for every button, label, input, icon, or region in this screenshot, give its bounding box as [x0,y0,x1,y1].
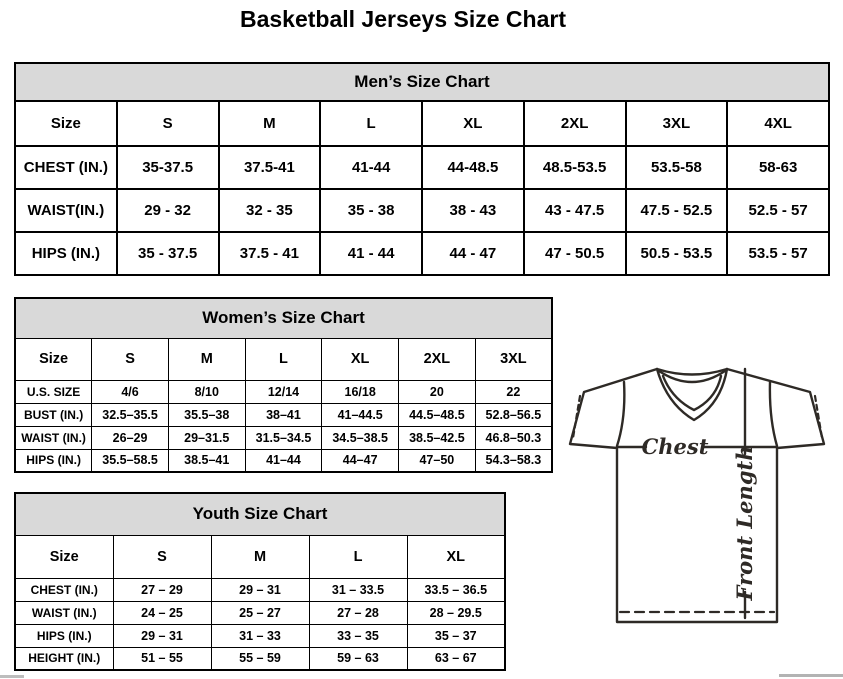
women-column-header: 3XL [475,338,552,380]
women-band-row [15,298,552,338]
jersey-outline-drawing [563,366,833,628]
women-row-label: U.S. SIZE [15,380,92,403]
men-row-label: HIPS (IN.) [15,232,117,275]
men-value-cell: 53.5-58 [626,146,728,189]
youth-measurement-row [15,578,505,601]
women-value-cell: 12/14 [245,380,322,403]
men-value-cell: 52.5 - 57 [727,189,829,232]
women-value-cell: 41–44.5 [322,403,399,426]
women-value-cell: 16/18 [322,380,399,403]
men-value-cell: 41-44 [320,146,422,189]
youth-chart-title: Youth Size Chart [15,493,505,535]
women-value-cell: 32.5–35.5 [92,403,169,426]
women-value-cell: 41–44 [245,449,322,472]
women-size-header-row [15,338,552,380]
women-row-label: BUST (IN.) [15,403,92,426]
men-column-header: 3XL [626,101,728,146]
men-column-header: XL [422,101,524,146]
men-band-row [15,63,829,101]
men-value-cell: 35 - 37.5 [117,232,219,275]
youth-column-header: S [113,535,211,578]
men-chart-title: Men’s Size Chart [15,63,829,101]
women-value-cell: 38–41 [245,403,322,426]
men-row-label: CHEST (IN.) [15,146,117,189]
women-row-label: WAIST (IN.) [15,426,92,449]
men-value-cell: 29 - 32 [117,189,219,232]
jersey-collar-back-arc-1 [657,369,727,375]
women-value-cell: 35.5–38 [168,403,245,426]
youth-value-cell: 31 – 33 [211,624,309,647]
men-value-cell: 53.5 - 57 [727,232,829,275]
youth-row-label: HEIGHT (IN.) [15,647,113,670]
youth-column-header: Size [15,535,113,578]
youth-value-cell: 35 – 37 [407,624,505,647]
men-column-header: 2XL [524,101,626,146]
youth-value-cell: 55 – 59 [211,647,309,670]
cropped-element-fragment-right [779,674,843,677]
chest-label: Chest [641,434,709,459]
men-value-cell: 47.5 - 52.5 [626,189,728,232]
women-value-cell: 31.5–34.5 [245,426,322,449]
men-column-header: S [117,101,219,146]
women-row-label: HIPS (IN.) [15,449,92,472]
men-value-cell: 47 - 50.5 [524,232,626,275]
youth-measurement-row [15,624,505,647]
men-measurement-row [15,232,829,275]
men-measurement-row [15,189,829,232]
youth-row-label: CHEST (IN.) [15,578,113,601]
cropped-element-fragment-left [0,675,24,678]
women-column-header: L [245,338,322,380]
men-value-cell: 37.5 - 41 [219,232,321,275]
men-value-cell: 44-48.5 [422,146,524,189]
youth-value-cell: 28 – 29.5 [407,601,505,624]
women-value-cell: 29–31.5 [168,426,245,449]
women-column-header: Size [15,338,92,380]
women-measurement-row [15,449,552,472]
women-value-cell: 54.3–58.3 [475,449,552,472]
youth-value-cell: 29 – 31 [113,624,211,647]
youth-column-header: M [211,535,309,578]
men-value-cell: 44 - 47 [422,232,524,275]
jersey-measurement-diagram [563,366,833,628]
men-value-cell: 35-37.5 [117,146,219,189]
women-column-header: 2XL [399,338,476,380]
youth-column-header: XL [407,535,505,578]
women-value-cell: 34.5–38.5 [322,426,399,449]
men-column-header: L [320,101,422,146]
jersey-left-cuff-dashed-line [573,396,580,438]
youth-measurement-row [15,647,505,670]
men-value-cell: 48.5-53.5 [524,146,626,189]
men-value-cell: 41 - 44 [320,232,422,275]
men-column-header: M [219,101,321,146]
women-value-cell: 52.8–56.5 [475,403,552,426]
women-measurement-row [15,426,552,449]
women-value-cell: 44.5–48.5 [399,403,476,426]
youth-value-cell: 27 – 28 [309,601,407,624]
women-chart-title: Women’s Size Chart [15,298,552,338]
women-value-cell: 46.8–50.3 [475,426,552,449]
men-row-label: WAIST(IN.) [15,189,117,232]
women-value-cell: 44–47 [322,449,399,472]
youth-value-cell: 51 – 55 [113,647,211,670]
women-value-cell: 47–50 [399,449,476,472]
youth-value-cell: 25 – 27 [211,601,309,624]
youth-value-cell: 27 – 29 [113,578,211,601]
men-value-cell: 58-63 [727,146,829,189]
men-value-cell: 37.5-41 [219,146,321,189]
youth-value-cell: 59 – 63 [309,647,407,670]
jersey-right-armhole-seam [770,382,777,446]
women-measurement-row [15,403,552,426]
women-value-cell: 4/6 [92,380,169,403]
women-column-header: XL [322,338,399,380]
men-size-header-row [15,101,829,146]
women-column-header: S [92,338,169,380]
youth-value-cell: 63 – 67 [407,647,505,670]
youth-row-label: HIPS (IN.) [15,624,113,647]
youth-value-cell: 29 – 31 [211,578,309,601]
youth-size-chart-table [14,492,506,671]
men-value-cell: 38 - 43 [422,189,524,232]
women-value-cell: 38.5–42.5 [399,426,476,449]
jersey-body-outline [570,369,824,622]
men-column-header: 4XL [727,101,829,146]
women-value-cell: 20 [399,380,476,403]
women-measurement-row [15,380,552,403]
men-value-cell: 35 - 38 [320,189,422,232]
men-value-cell: 43 - 47.5 [524,189,626,232]
women-value-cell: 22 [475,380,552,403]
men-value-cell: 50.5 - 53.5 [626,232,728,275]
youth-column-header: L [309,535,407,578]
women-value-cell: 26–29 [92,426,169,449]
women-value-cell: 8/10 [168,380,245,403]
youth-value-cell: 31 – 33.5 [309,578,407,601]
front-length-label: Front Length [732,445,757,601]
page-title: Basketball Jerseys Size Chart [239,6,566,32]
men-measurement-row [15,146,829,189]
youth-value-cell: 24 – 25 [113,601,211,624]
women-value-cell: 35.5–58.5 [92,449,169,472]
men-column-header: Size [15,101,117,146]
youth-band-row [15,493,505,535]
mens-size-chart-table [14,62,830,276]
womens-size-chart-table [14,297,553,473]
men-value-cell: 32 - 35 [219,189,321,232]
women-column-header: M [168,338,245,380]
women-value-cell: 38.5–41 [168,449,245,472]
youth-size-header-row [15,535,505,578]
youth-row-label: WAIST (IN.) [15,601,113,624]
jersey-left-armhole-seam [617,382,624,446]
youth-value-cell: 33.5 – 36.5 [407,578,505,601]
youth-value-cell: 33 – 35 [309,624,407,647]
youth-measurement-row [15,601,505,624]
